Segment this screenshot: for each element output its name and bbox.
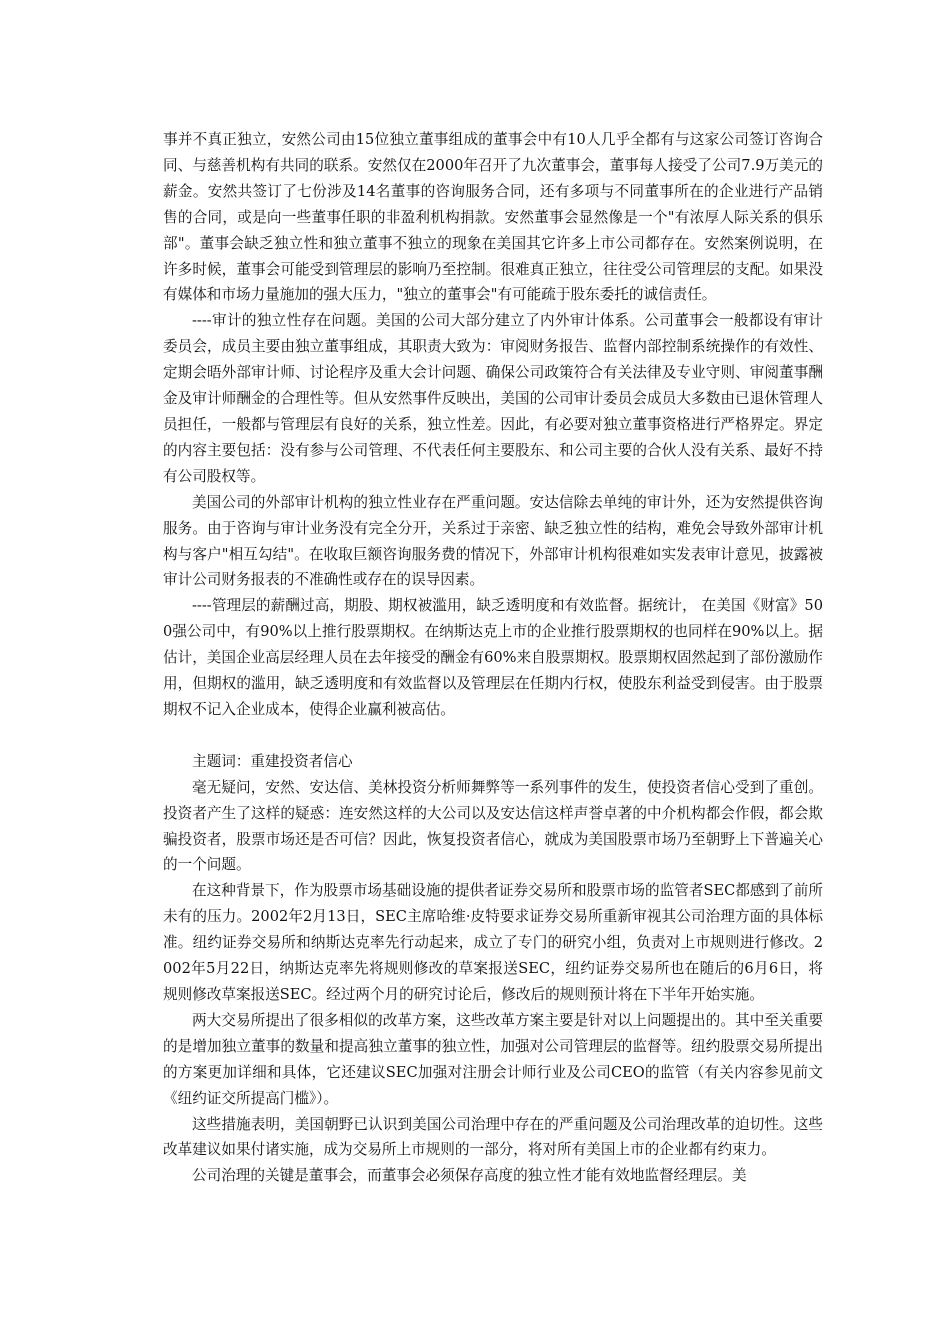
paragraph-board-independence: 事并不真正独立，安然公司由15位独立董事组成的董事会中有10人几乎全都有与这家公司签订咨询合同、与慈善机构有共同的联系。安然仅在2000年召开了九次董事会，董事每人接受了公司7.9万美元的薪金。安然共签订了七份涉及14名董事的咨询服务合同，还有多项与不同董事所在的企业进行产品销售的合同，或是向一些董事任职的非盈利机构捐款。安然董事会显然像是一个"有浓厚人际关系的俱乐部"。董事会缺乏独立性和独立董事不独立的现象在美国其它许多上市公司都存在。安然案例说明，在许多时候，董事会可能受到管理层的影响乃至控制。很难真正独立，往往受公司管理层的支配。如果没有媒体和市场力量施加的强大压力，"独立的董事会"有可能疏于股东委托的诚信责任。 bbox=[163, 131, 823, 304]
paragraph-exchange-reform: 在这种背景下，作为股票市场基础设施的提供者证券交易所和股票市场的监管者SEC都感到了前所未有的压力。2002年2月13日，SEC主席哈维·皮特要求证券交易所重新审视其公司治理方面的具体标准。纽约证券交易所和纳斯达克率先行动起来，成立了专门的研究小组，负责对上市规则进行修改。2002年5月22日，纳斯达克率先将规则修改的草案报送SEC，纽约证券交易所也在随后的6月6日，将规则修改草案报送SEC。经过两个月的研究讨论后，修改后的规则预计将在下半年开始实施。 bbox=[163, 882, 823, 1003]
section-spacer bbox=[163, 723, 823, 749]
paragraph-board-key: 公司治理的关键是董事会，而董事会必须保存高度的独立性才能有效地监督经理层。美 bbox=[192, 1167, 747, 1185]
paragraph-investor-confidence: 毫无疑问，安然、安达信、美林投资分析师舞弊等一系列事件的发生，使投资者信心受到了重创。投资者产生了这样的疑惑：连安然这样的大公司以及安达信这样声誉卓著的中介机构都会作假，都会欺骗投资者，股票市场还是否可信？因此，恢复投资者信心，就成为美国股票市场乃至朝野上下普遍关心的一个问题。 bbox=[163, 778, 823, 874]
paragraph-reform-proposals: 两大交易所提出了很多相似的改革方案，这些改革方案主要是针对以上问题提出的。其中至关重要的是增加独立董事的数量和提高独立董事的独立性，加强对公司管理层的监督等。纽约股票交易所提出的方案更加详细和具体，它还建议SEC加强对注册会计师行业及公司CEO的监管（有关内容参见前文《纽约证交所提高门槛》）。 bbox=[163, 1011, 823, 1107]
paragraph-external-audit: 美国公司的外部审计机构的独立性业存在严重问题。安达信除去单纯的审计外，还为安然提供咨询服务。由于咨询与审计业务没有完全分开，关系过于亲密、缺乏独立性的结构，难免会导致外部审计机构与客户"相互勾结"。在收取巨额咨询服务费的情况下，外部审计机构很难如实发表审计意见，披露被审计公司财务报表的不准确性或存在的误导因素。 bbox=[163, 493, 823, 589]
paragraph-executive-pay: ----管理层的薪酬过高，期股、期权被滥用，缺乏透明度和有效监督。据统计， 在美国《财富》500强公司中，有90%以上推行股票期权。在纳斯达克上市的企业推行股票期权的也同样在90%以上。据估计，美国企业高层经理人员在去年接受的酬金有60%来自股票期权。股票期权固然起到了部份激励作用，但期权的滥用，缺乏透明度和有效监督以及管理层在任期内行权，使股东利益受到侵害。由于股票期权不记入企业成本，使得企业赢利被高估。 bbox=[163, 597, 823, 718]
document-body bbox=[163, 127, 823, 1189]
topic-heading: 主题词：重建投资者信心 bbox=[192, 752, 353, 770]
paragraph-audit-independence: ----审计的独立性存在问题。美国的公司大部分建立了内外审计体系。公司董事会一般都设有审计委员会，成员主要由独立董事组成，其职责大致为：审阅财务报告、监督内部控制系统操作的有效性、定期会晤外部审计师、讨论程序及重大会计问题、确保公司政策符合有关法律及专业守则、审阅董事酬金及审计师酬金的合理性等。但从安然事件反映出，美国的公司审计委员会成员大多数由已退休管理人员担任，一般都与管理层有良好的关系，独立性差。因此，有必要对独立董事资格进行严格界定。界定的内容主要包括：没有参与公司管理、不代表任何主要股东、和公司主要的合伙人没有关系、最好不持有公司股权等。 bbox=[163, 312, 823, 485]
paragraph-reform-significance: 这些措施表明，美国朝野已认识到美国公司治理中存在的严重问题及公司治理改革的迫切性。这些改革建议如果付诸实施，成为交易所上市规则的一部分，将对所有美国上市的企业都有约束力。 bbox=[163, 1115, 823, 1159]
